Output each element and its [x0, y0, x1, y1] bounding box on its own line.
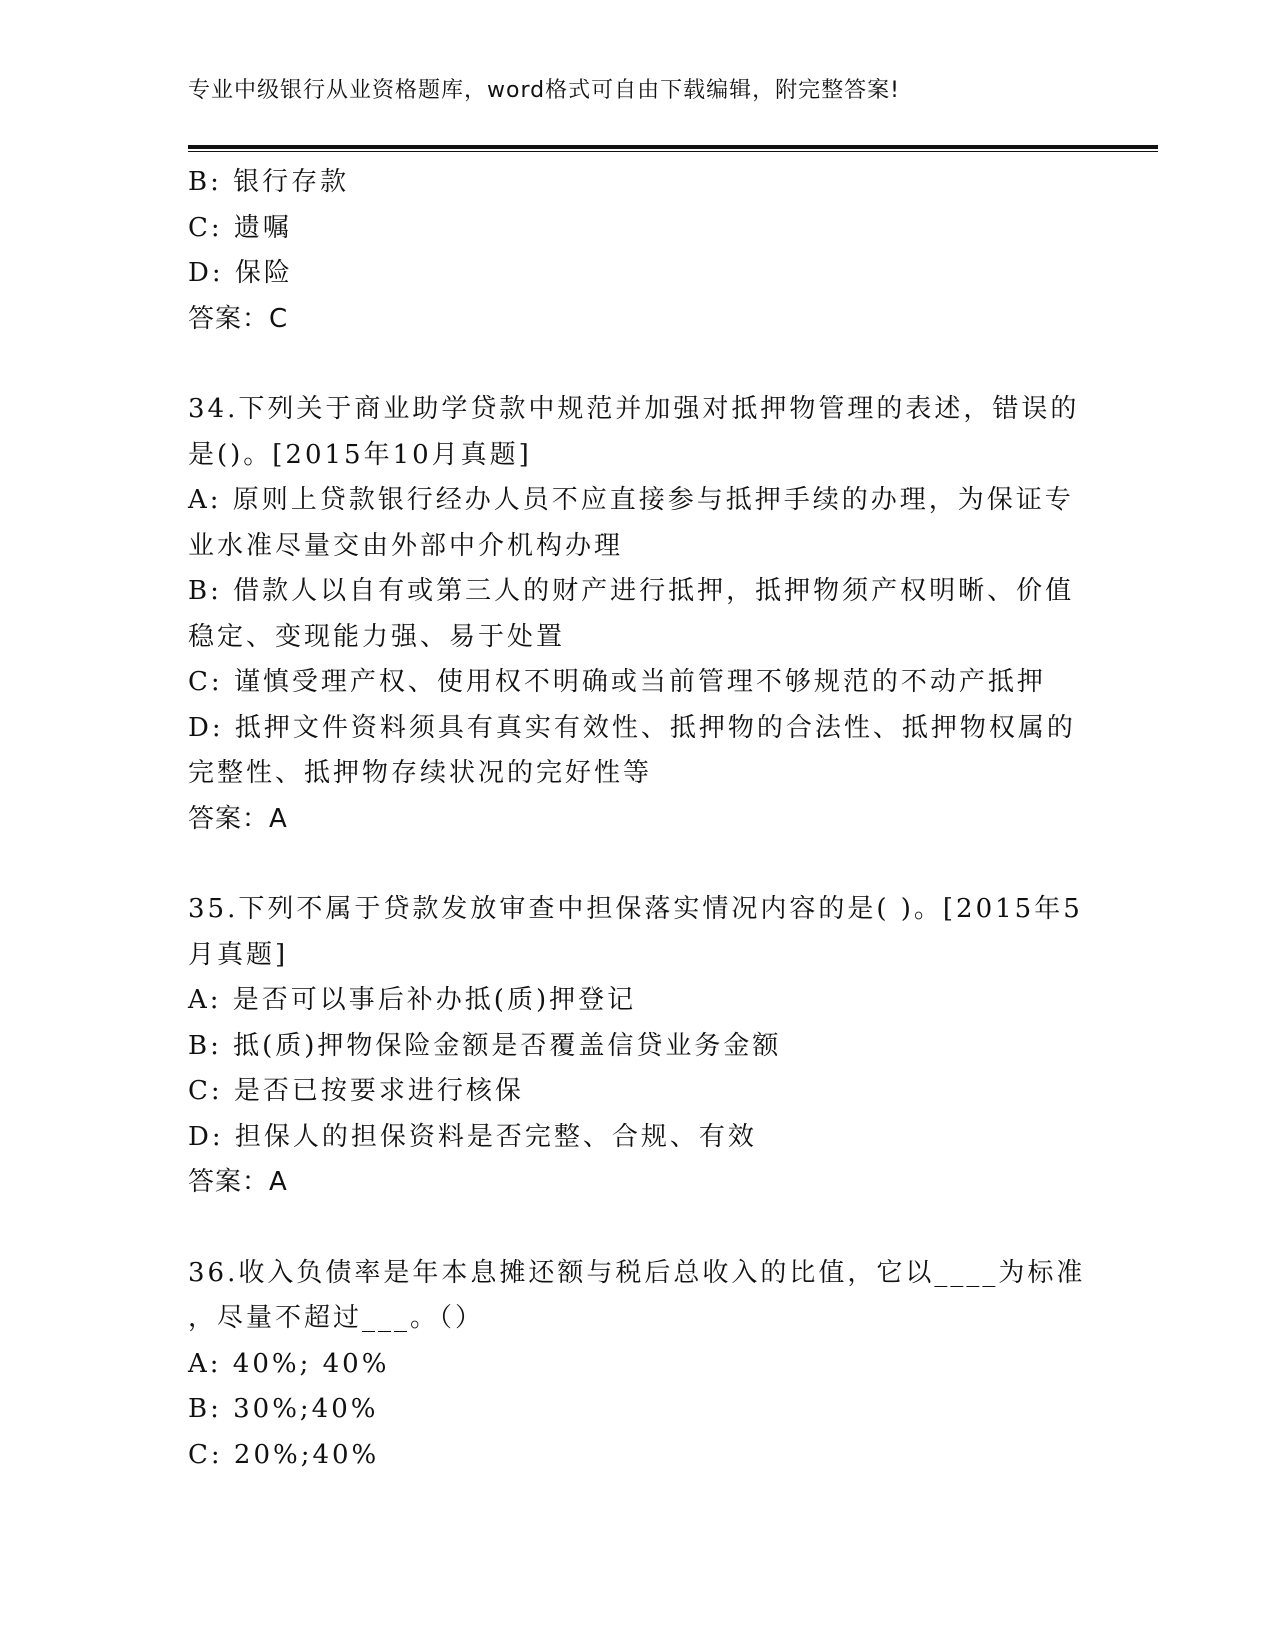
option-line: D: 担保人的担保资料是否完整、合规、有效: [188, 1121, 757, 1152]
header-rule-thick: [188, 145, 1158, 149]
option-line: 稳定、变现能力强、易于处置: [188, 621, 566, 652]
question-36: [188, 1251, 1088, 1479]
option-line: A: 40%; 40%: [188, 1348, 390, 1379]
prev-question-tail: [188, 160, 1088, 342]
option-line: B: 抵(质)押物保险金额是否覆盖信贷业务金额: [188, 1030, 782, 1061]
question-stem: ，尽量不超过___。（）: [188, 1303, 485, 1333]
option-line: A: 是否可以事后补办抵(质)押登记: [188, 985, 637, 1015]
question-stem: 34.下列关于商业助学贷款中规范并加强对抵押物管理的表述，错误的: [188, 394, 1080, 424]
option-line: A: 原则上贷款银行经办人员不应直接参与抵押手续的办理，为保证专: [188, 485, 1074, 515]
answer-line: 答案：A: [188, 803, 288, 834]
question-stem: 月真题]: [188, 939, 289, 970]
answer-line: 答案：C: [188, 303, 289, 334]
option-line: B: 借款人以自有或第三人的财产进行抵押，抵押物须产权明晰、价值: [188, 576, 1075, 606]
option-line: B: 30%;40%: [188, 1394, 379, 1424]
option-line: 完整性、抵押物存续状况的完好性等: [188, 758, 653, 788]
question-35: [188, 887, 1088, 1206]
question-stem: 35.下列不属于贷款发放审查中担保落实情况内容的是( )。[2015年5: [188, 894, 1083, 924]
option-line: C: 谨慎受理产权、使用权不明确或当前管理不够规范的不动产抵押: [188, 667, 1046, 697]
option-line: C: 20%;40%: [188, 1439, 380, 1470]
header-rule-thin: [188, 151, 1158, 152]
option-line: B: 银行存款: [188, 167, 350, 197]
option-line: 业水准尽量交由外部中介机构办理: [188, 530, 624, 561]
option-line: D: 保险: [188, 258, 293, 288]
option-line: C: 是否已按要求进行核保: [188, 1076, 524, 1106]
question-stem: 是()。[2015年10月真题]: [188, 439, 532, 470]
option-line: D: 抵押文件资料须具有真实有效性、抵押物的合法性、抵押物权属的: [188, 712, 1076, 743]
option-line: C: 遗嘱: [188, 212, 292, 243]
header-text: 专业中级银行从业资格题库，word格式可自由下载编辑，附完整答案!: [188, 78, 900, 103]
document-body: [188, 160, 1088, 1478]
answer-line: 答案：A: [188, 1167, 288, 1197]
question-34: [188, 387, 1088, 842]
question-stem: 36.收入负债率是年本息摊还额与税后总收入的比值，它以____为标准: [188, 1257, 1086, 1288]
